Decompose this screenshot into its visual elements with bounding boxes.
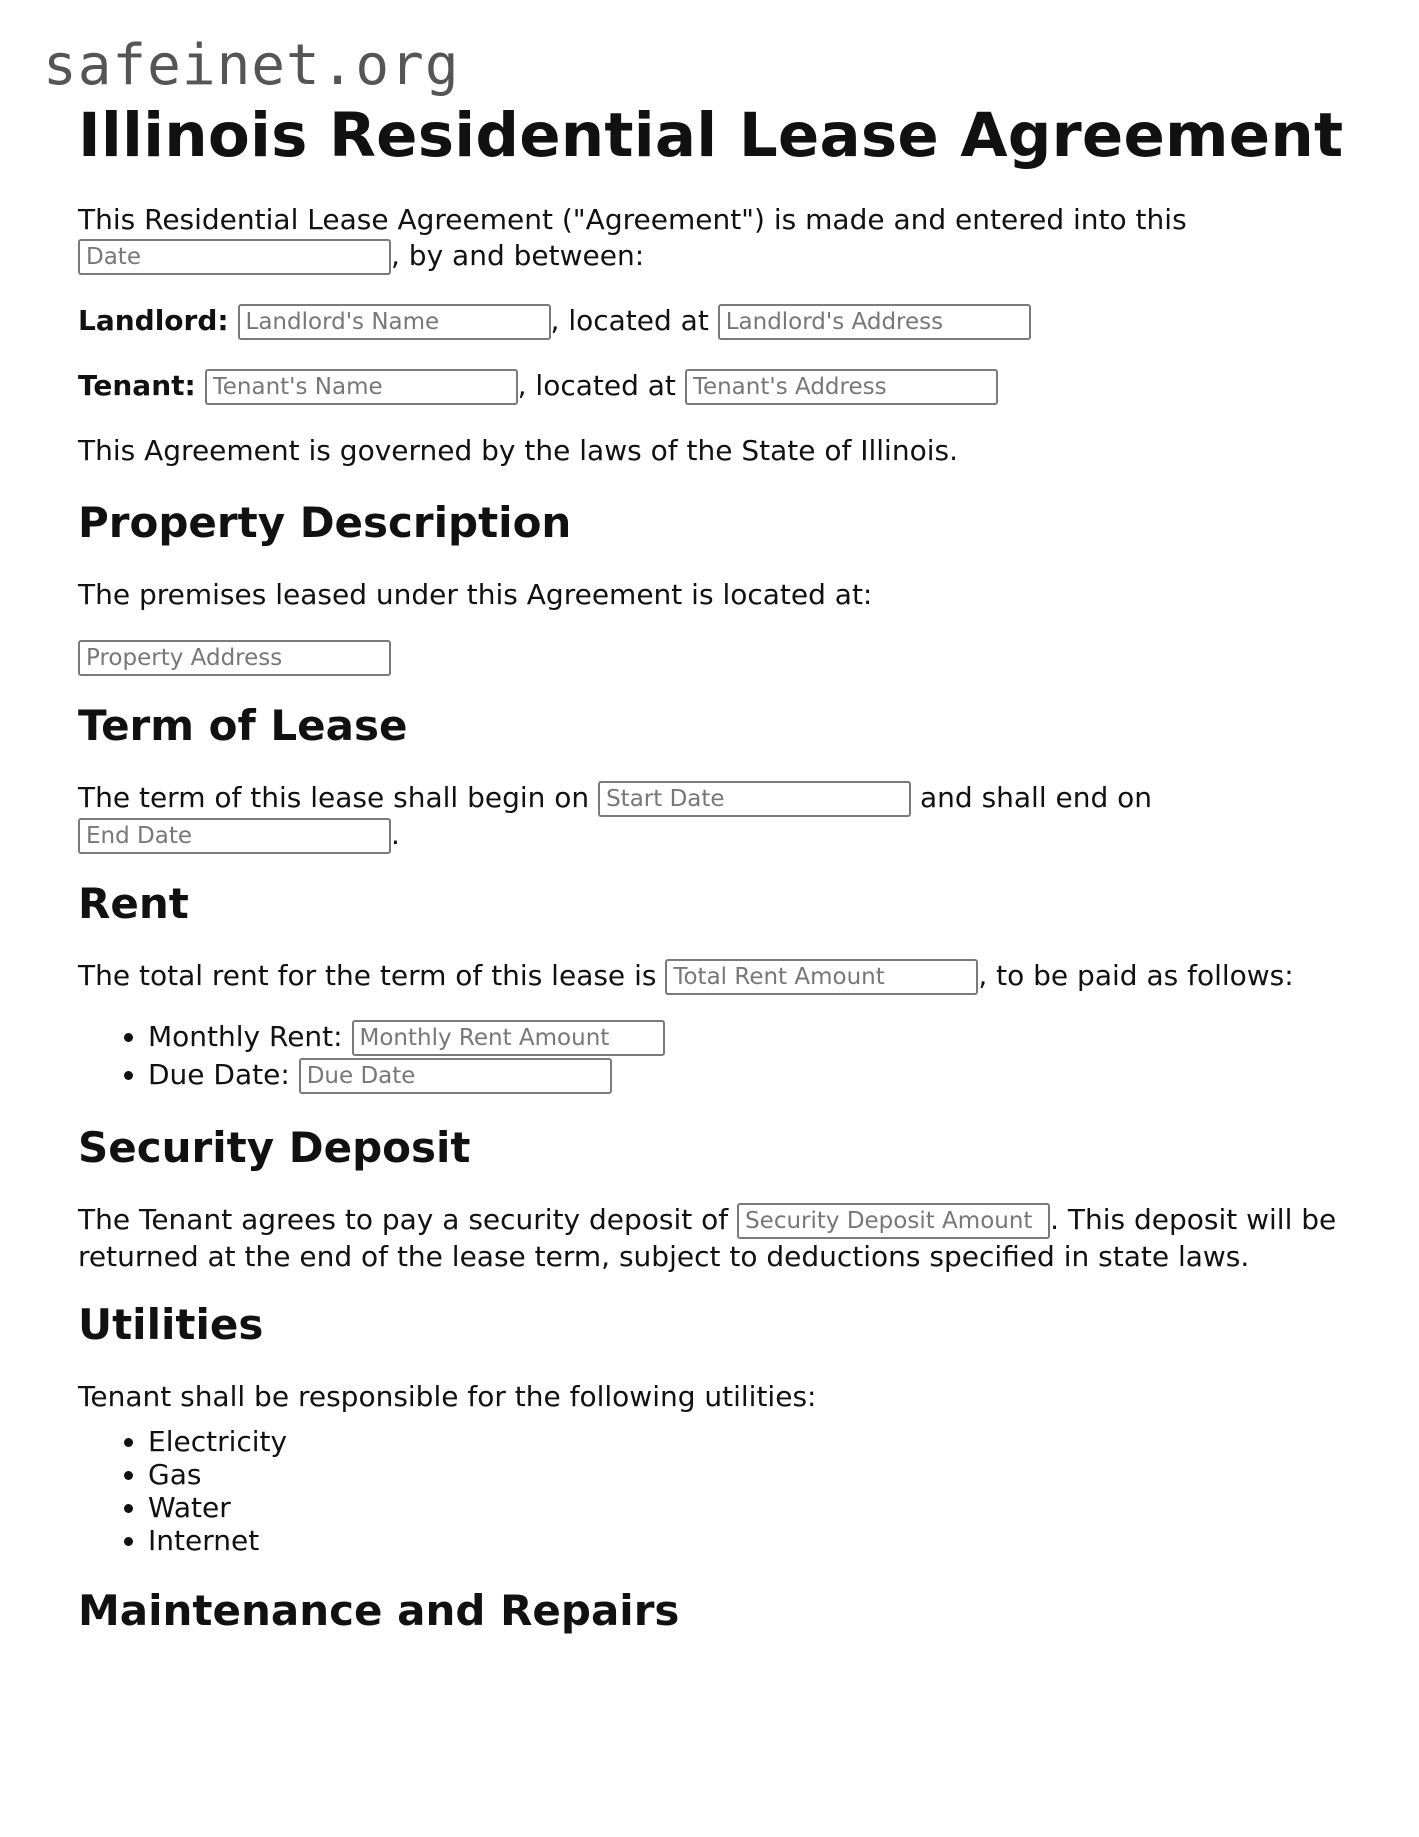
list-item: • Gas (148, 1458, 1368, 1491)
rent-text-before: The total rent for the term of this lease is (78, 959, 657, 992)
security-deposit-input[interactable] (737, 1203, 1050, 1239)
deposit-text-before: The Tenant agrees to pay a security deposit of (78, 1203, 729, 1236)
start-date-input[interactable] (598, 781, 911, 817)
rent-paragraph (78, 958, 1368, 995)
deposit-paragraph (78, 1202, 1368, 1275)
lease-document (78, 100, 1368, 1635)
utilities-text: Tenant shall be responsible for the following utilities: (78, 1380, 817, 1413)
property-address-input[interactable] (78, 640, 391, 676)
term-text-before: The term of this lease shall begin on (78, 781, 590, 814)
rent-list (78, 1018, 1368, 1094)
landlord-name-input[interactable] (238, 304, 551, 340)
rent-heading: Rent (78, 879, 189, 928)
list-item: • Internet (148, 1524, 1368, 1557)
due-date-label: Due Date: (148, 1058, 290, 1091)
tenant-address-input[interactable] (685, 369, 998, 405)
term-text-middle: and shall end on (919, 781, 1153, 814)
total-rent-input[interactable] (665, 959, 978, 995)
deposit-heading: Security Deposit (78, 1123, 471, 1172)
term-text-after: . (391, 818, 400, 851)
list-item (148, 1056, 1368, 1094)
page-title: Illinois Residential Lease Agreement (78, 100, 1344, 171)
intro-paragraph (78, 202, 1368, 275)
agreement-date-input[interactable] (78, 239, 391, 275)
tenant-located-at: , located at (517, 369, 676, 402)
governing-law-text: This Agreement is governed by the laws of the State of Illinois. (78, 434, 958, 467)
deposit-text-after: . This deposit will be returned at the end of the lease term, subject to deductions specified in state laws. (78, 1203, 1337, 1273)
landlord-located-at: , located at (550, 304, 709, 337)
property-heading: Property Description (78, 498, 572, 547)
term-heading: Term of Lease (78, 701, 408, 750)
monthly-rent-input[interactable] (352, 1020, 665, 1056)
tenant-label: Tenant: (78, 369, 196, 402)
landlord-address-input[interactable] (718, 304, 1031, 340)
list-item (148, 1018, 1368, 1056)
property-text: The premises leased under this Agreement is located at: (78, 578, 873, 611)
landlord-label: Landlord: (78, 304, 229, 337)
tenant-name-input[interactable] (205, 369, 518, 405)
utilities-heading: Utilities (78, 1300, 264, 1349)
watermark: safeinet.org (43, 33, 460, 98)
intro-text: This Residential Lease Agreement ("Agreement") is made and entered into this (78, 203, 1187, 236)
intro-text-after: , by and between: (391, 239, 645, 272)
tenant-line (78, 368, 1368, 405)
utilities-list (78, 1425, 1368, 1557)
property-address-line (78, 639, 1368, 676)
rent-text-after: , to be paid as follows: (978, 959, 1294, 992)
due-date-input[interactable] (299, 1058, 612, 1094)
end-date-input[interactable] (78, 818, 391, 854)
term-paragraph (78, 780, 1368, 854)
list-item: • Water (148, 1491, 1368, 1524)
list-item: • Electricity (148, 1425, 1368, 1458)
monthly-rent-label: Monthly Rent: (148, 1020, 343, 1053)
landlord-line (78, 303, 1368, 340)
maintenance-heading: Maintenance and Repairs (78, 1586, 680, 1635)
